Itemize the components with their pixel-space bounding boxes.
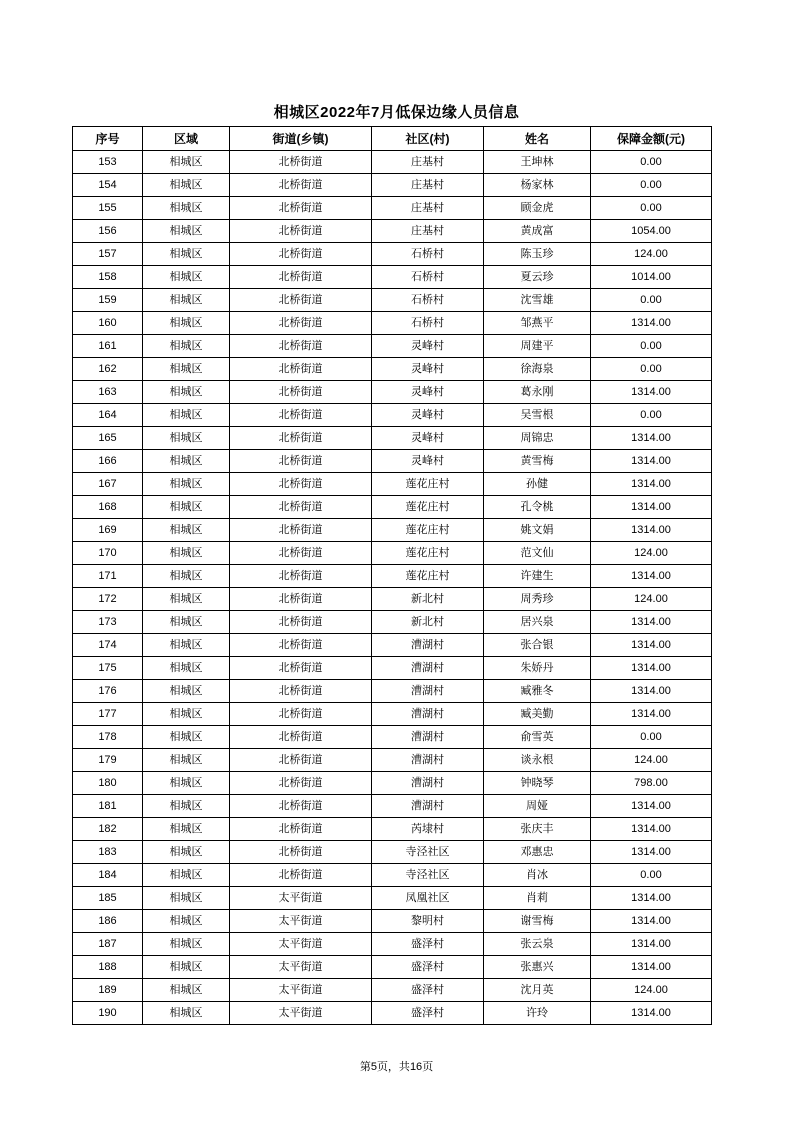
table-row bbox=[73, 289, 712, 312]
page-footer bbox=[0, 1058, 793, 1074]
table-row bbox=[73, 910, 712, 933]
cell-street: 北桥街道 bbox=[230, 841, 372, 864]
cell-name: 许玲 bbox=[484, 1002, 591, 1025]
cell-name: 周锦忠 bbox=[484, 427, 591, 450]
cell-district: 相城区 bbox=[143, 726, 230, 749]
cell-serial: 177 bbox=[73, 703, 143, 726]
cell-amount: 0.00 bbox=[591, 151, 712, 174]
table-body bbox=[73, 151, 712, 1025]
cell-name: 周娅 bbox=[484, 795, 591, 818]
cell-street: 北桥街道 bbox=[230, 496, 372, 519]
cell-district: 相城区 bbox=[143, 450, 230, 473]
cell-community: 盛泽村 bbox=[372, 956, 484, 979]
table-row bbox=[73, 266, 712, 289]
cell-name: 沈雪雄 bbox=[484, 289, 591, 312]
cell-community: 石桥村 bbox=[372, 266, 484, 289]
cell-serial: 170 bbox=[73, 542, 143, 565]
cell-community: 莲花庄村 bbox=[372, 519, 484, 542]
table-row bbox=[73, 933, 712, 956]
cell-district: 相城区 bbox=[143, 772, 230, 795]
cell-street: 北桥街道 bbox=[230, 611, 372, 634]
cell-name: 肖冰 bbox=[484, 864, 591, 887]
table-row bbox=[73, 197, 712, 220]
cell-community: 新北村 bbox=[372, 611, 484, 634]
table-row bbox=[73, 220, 712, 243]
cell-name: 谈永根 bbox=[484, 749, 591, 772]
cell-community: 寺泾社区 bbox=[372, 841, 484, 864]
table-row bbox=[73, 795, 712, 818]
cell-district: 相城区 bbox=[143, 335, 230, 358]
table-row bbox=[73, 243, 712, 266]
cell-community: 黎明村 bbox=[372, 910, 484, 933]
table-row bbox=[73, 749, 712, 772]
cell-amount: 1314.00 bbox=[591, 933, 712, 956]
cell-street: 北桥街道 bbox=[230, 266, 372, 289]
table-row bbox=[73, 703, 712, 726]
cell-street: 北桥街道 bbox=[230, 197, 372, 220]
cell-amount: 1314.00 bbox=[591, 795, 712, 818]
cell-district: 相城区 bbox=[143, 818, 230, 841]
table-row bbox=[73, 657, 712, 680]
cell-community: 寺泾社区 bbox=[372, 864, 484, 887]
cell-serial: 171 bbox=[73, 565, 143, 588]
cell-serial: 187 bbox=[73, 933, 143, 956]
cell-amount: 124.00 bbox=[591, 979, 712, 1002]
cell-district: 相城区 bbox=[143, 657, 230, 680]
cell-street: 太平街道 bbox=[230, 979, 372, 1002]
column-header-serial: 序号 bbox=[73, 127, 143, 151]
cell-community: 莲花庄村 bbox=[372, 565, 484, 588]
table-row bbox=[73, 174, 712, 197]
cell-name: 邓惠忠 bbox=[484, 841, 591, 864]
cell-district: 相城区 bbox=[143, 519, 230, 542]
cell-street: 北桥街道 bbox=[230, 473, 372, 496]
cell-community: 漕湖村 bbox=[372, 726, 484, 749]
cell-serial: 159 bbox=[73, 289, 143, 312]
cell-serial: 176 bbox=[73, 680, 143, 703]
cell-district: 相城区 bbox=[143, 427, 230, 450]
cell-street: 太平街道 bbox=[230, 956, 372, 979]
footer-middle: 页，共 bbox=[376, 1060, 410, 1073]
cell-name: 臧美勤 bbox=[484, 703, 591, 726]
cell-name: 顾金虎 bbox=[484, 197, 591, 220]
cell-district: 相城区 bbox=[143, 887, 230, 910]
cell-community: 庄基村 bbox=[372, 151, 484, 174]
cell-street: 北桥街道 bbox=[230, 220, 372, 243]
cell-serial: 186 bbox=[73, 910, 143, 933]
cell-name: 邹燕平 bbox=[484, 312, 591, 335]
cell-serial: 158 bbox=[73, 266, 143, 289]
table-header-row bbox=[73, 127, 712, 151]
cell-amount: 0.00 bbox=[591, 335, 712, 358]
cell-name: 钟晓琴 bbox=[484, 772, 591, 795]
cell-amount: 1314.00 bbox=[591, 910, 712, 933]
cell-name: 张庆丰 bbox=[484, 818, 591, 841]
cell-name: 沈月英 bbox=[484, 979, 591, 1002]
footer-page-number: 5 bbox=[370, 1061, 377, 1073]
cell-name: 孔令桃 bbox=[484, 496, 591, 519]
cell-community: 漕湖村 bbox=[372, 634, 484, 657]
cell-street: 北桥街道 bbox=[230, 680, 372, 703]
cell-district: 相城区 bbox=[143, 864, 230, 887]
cell-street: 北桥街道 bbox=[230, 519, 372, 542]
cell-district: 相城区 bbox=[143, 151, 230, 174]
table-row bbox=[73, 427, 712, 450]
cell-community: 芮埭村 bbox=[372, 818, 484, 841]
cell-street: 北桥街道 bbox=[230, 289, 372, 312]
cell-serial: 153 bbox=[73, 151, 143, 174]
cell-street: 北桥街道 bbox=[230, 565, 372, 588]
cell-street: 北桥街道 bbox=[230, 634, 372, 657]
cell-serial: 154 bbox=[73, 174, 143, 197]
table-row bbox=[73, 358, 712, 381]
cell-amount: 1314.00 bbox=[591, 1002, 712, 1025]
cell-district: 相城区 bbox=[143, 680, 230, 703]
table-row bbox=[73, 956, 712, 979]
cell-community: 莲花庄村 bbox=[372, 542, 484, 565]
cell-district: 相城区 bbox=[143, 174, 230, 197]
cell-name: 许建生 bbox=[484, 565, 591, 588]
cell-serial: 169 bbox=[73, 519, 143, 542]
data-table bbox=[72, 126, 712, 1025]
column-header-district: 区域 bbox=[143, 127, 230, 151]
cell-serial: 188 bbox=[73, 956, 143, 979]
cell-street: 北桥街道 bbox=[230, 335, 372, 358]
cell-community: 盛泽村 bbox=[372, 933, 484, 956]
cell-district: 相城区 bbox=[143, 795, 230, 818]
cell-amount: 0.00 bbox=[591, 197, 712, 220]
column-header-street: 街道(乡镇) bbox=[230, 127, 372, 151]
table-row bbox=[73, 473, 712, 496]
cell-amount: 0.00 bbox=[591, 358, 712, 381]
cell-amount: 124.00 bbox=[591, 243, 712, 266]
table-row bbox=[73, 312, 712, 335]
cell-name: 杨家林 bbox=[484, 174, 591, 197]
table-row bbox=[73, 542, 712, 565]
cell-amount: 1314.00 bbox=[591, 680, 712, 703]
cell-community: 石桥村 bbox=[372, 243, 484, 266]
cell-community: 漕湖村 bbox=[372, 749, 484, 772]
table-row bbox=[73, 841, 712, 864]
table-row bbox=[73, 634, 712, 657]
cell-community: 漕湖村 bbox=[372, 772, 484, 795]
cell-name: 朱娇丹 bbox=[484, 657, 591, 680]
footer-prefix: 第 bbox=[359, 1060, 371, 1073]
cell-amount: 1314.00 bbox=[591, 381, 712, 404]
cell-community: 漕湖村 bbox=[372, 795, 484, 818]
cell-street: 北桥街道 bbox=[230, 358, 372, 381]
cell-name: 姚文娟 bbox=[484, 519, 591, 542]
cell-community: 庄基村 bbox=[372, 174, 484, 197]
table-row bbox=[73, 680, 712, 703]
table-row bbox=[73, 496, 712, 519]
cell-amount: 1054.00 bbox=[591, 220, 712, 243]
cell-amount: 1014.00 bbox=[591, 266, 712, 289]
column-header-amount: 保障金额(元) bbox=[591, 127, 712, 151]
cell-serial: 160 bbox=[73, 312, 143, 335]
table-row bbox=[73, 772, 712, 795]
cell-street: 太平街道 bbox=[230, 933, 372, 956]
cell-street: 北桥街道 bbox=[230, 151, 372, 174]
cell-serial: 182 bbox=[73, 818, 143, 841]
table-row bbox=[73, 335, 712, 358]
cell-district: 相城区 bbox=[143, 979, 230, 1002]
cell-district: 相城区 bbox=[143, 565, 230, 588]
cell-name: 王坤林 bbox=[484, 151, 591, 174]
cell-amount: 798.00 bbox=[591, 772, 712, 795]
cell-serial: 189 bbox=[73, 979, 143, 1002]
cell-serial: 166 bbox=[73, 450, 143, 473]
cell-amount: 124.00 bbox=[591, 749, 712, 772]
cell-amount: 0.00 bbox=[591, 174, 712, 197]
cell-amount: 1314.00 bbox=[591, 657, 712, 680]
cell-serial: 155 bbox=[73, 197, 143, 220]
cell-community: 灵峰村 bbox=[372, 335, 484, 358]
cell-name: 徐海泉 bbox=[484, 358, 591, 381]
column-header-community: 社区(村) bbox=[372, 127, 484, 151]
cell-name: 周秀珍 bbox=[484, 588, 591, 611]
cell-name: 孙健 bbox=[484, 473, 591, 496]
cell-district: 相城区 bbox=[143, 542, 230, 565]
footer-page-total: 16 bbox=[409, 1061, 423, 1073]
cell-serial: 161 bbox=[73, 335, 143, 358]
cell-amount: 1314.00 bbox=[591, 703, 712, 726]
cell-community: 灵峰村 bbox=[372, 404, 484, 427]
cell-street: 北桥街道 bbox=[230, 657, 372, 680]
table-row bbox=[73, 151, 712, 174]
cell-street: 北桥街道 bbox=[230, 588, 372, 611]
cell-name: 黄雪梅 bbox=[484, 450, 591, 473]
cell-district: 相城区 bbox=[143, 473, 230, 496]
table-row bbox=[73, 818, 712, 841]
cell-community: 新北村 bbox=[372, 588, 484, 611]
cell-community: 石桥村 bbox=[372, 289, 484, 312]
cell-serial: 172 bbox=[73, 588, 143, 611]
cell-district: 相城区 bbox=[143, 703, 230, 726]
cell-community: 漕湖村 bbox=[372, 680, 484, 703]
cell-amount: 0.00 bbox=[591, 726, 712, 749]
cell-district: 相城区 bbox=[143, 312, 230, 335]
table-row bbox=[73, 565, 712, 588]
cell-amount: 124.00 bbox=[591, 588, 712, 611]
cell-serial: 185 bbox=[73, 887, 143, 910]
cell-name: 谢雪梅 bbox=[484, 910, 591, 933]
cell-community: 漕湖村 bbox=[372, 657, 484, 680]
cell-amount: 1314.00 bbox=[591, 427, 712, 450]
cell-amount: 0.00 bbox=[591, 404, 712, 427]
cell-community: 灵峰村 bbox=[372, 450, 484, 473]
cell-district: 相城区 bbox=[143, 243, 230, 266]
cell-district: 相城区 bbox=[143, 381, 230, 404]
cell-community: 石桥村 bbox=[372, 312, 484, 335]
cell-serial: 167 bbox=[73, 473, 143, 496]
cell-amount: 1314.00 bbox=[591, 956, 712, 979]
cell-amount: 0.00 bbox=[591, 864, 712, 887]
table-row bbox=[73, 611, 712, 634]
cell-district: 相城区 bbox=[143, 588, 230, 611]
table-row bbox=[73, 588, 712, 611]
cell-district: 相城区 bbox=[143, 1002, 230, 1025]
cell-serial: 179 bbox=[73, 749, 143, 772]
cell-amount: 1314.00 bbox=[591, 818, 712, 841]
cell-name: 夏云珍 bbox=[484, 266, 591, 289]
column-header-name: 姓名 bbox=[484, 127, 591, 151]
cell-amount: 1314.00 bbox=[591, 887, 712, 910]
cell-name: 臧雅冬 bbox=[484, 680, 591, 703]
cell-name: 黄成富 bbox=[484, 220, 591, 243]
cell-serial: 184 bbox=[73, 864, 143, 887]
cell-serial: 178 bbox=[73, 726, 143, 749]
cell-serial: 181 bbox=[73, 795, 143, 818]
cell-serial: 180 bbox=[73, 772, 143, 795]
table-row bbox=[73, 519, 712, 542]
cell-community: 莲花庄村 bbox=[372, 473, 484, 496]
cell-name: 张惠兴 bbox=[484, 956, 591, 979]
cell-district: 相城区 bbox=[143, 956, 230, 979]
cell-district: 相城区 bbox=[143, 266, 230, 289]
table-row bbox=[73, 1002, 712, 1025]
cell-community: 莲花庄村 bbox=[372, 496, 484, 519]
table-row bbox=[73, 404, 712, 427]
cell-name: 肖莉 bbox=[484, 887, 591, 910]
cell-name: 陈玉珍 bbox=[484, 243, 591, 266]
cell-amount: 1314.00 bbox=[591, 611, 712, 634]
cell-name: 范文仙 bbox=[484, 542, 591, 565]
cell-street: 北桥街道 bbox=[230, 864, 372, 887]
cell-street: 北桥街道 bbox=[230, 795, 372, 818]
cell-community: 盛泽村 bbox=[372, 1002, 484, 1025]
cell-street: 太平街道 bbox=[230, 1002, 372, 1025]
cell-serial: 163 bbox=[73, 381, 143, 404]
cell-name: 吴雪根 bbox=[484, 404, 591, 427]
cell-district: 相城区 bbox=[143, 197, 230, 220]
cell-name: 张合银 bbox=[484, 634, 591, 657]
cell-community: 盛泽村 bbox=[372, 979, 484, 1002]
cell-street: 太平街道 bbox=[230, 887, 372, 910]
document-title: 相城区2022年7月低保边缘人员信息 bbox=[273, 104, 520, 121]
table-row bbox=[73, 887, 712, 910]
cell-street: 北桥街道 bbox=[230, 312, 372, 335]
cell-community: 庄基村 bbox=[372, 197, 484, 220]
cell-amount: 1314.00 bbox=[591, 519, 712, 542]
cell-serial: 173 bbox=[73, 611, 143, 634]
cell-street: 北桥街道 bbox=[230, 542, 372, 565]
cell-amount: 1314.00 bbox=[591, 841, 712, 864]
cell-amount: 124.00 bbox=[591, 542, 712, 565]
cell-street: 北桥街道 bbox=[230, 404, 372, 427]
cell-district: 相城区 bbox=[143, 611, 230, 634]
cell-street: 北桥街道 bbox=[230, 174, 372, 197]
cell-district: 相城区 bbox=[143, 496, 230, 519]
cell-street: 北桥街道 bbox=[230, 818, 372, 841]
cell-community: 灵峰村 bbox=[372, 358, 484, 381]
cell-amount: 1314.00 bbox=[591, 450, 712, 473]
cell-amount: 1314.00 bbox=[591, 565, 712, 588]
cell-district: 相城区 bbox=[143, 749, 230, 772]
cell-community: 灵峰村 bbox=[372, 381, 484, 404]
cell-district: 相城区 bbox=[143, 910, 230, 933]
cell-district: 相城区 bbox=[143, 220, 230, 243]
cell-amount: 1314.00 bbox=[591, 312, 712, 335]
cell-serial: 175 bbox=[73, 657, 143, 680]
cell-street: 北桥街道 bbox=[230, 749, 372, 772]
cell-serial: 190 bbox=[73, 1002, 143, 1025]
cell-street: 北桥街道 bbox=[230, 772, 372, 795]
cell-community: 灵峰村 bbox=[372, 427, 484, 450]
cell-district: 相城区 bbox=[143, 933, 230, 956]
table-row bbox=[73, 979, 712, 1002]
cell-street: 北桥街道 bbox=[230, 427, 372, 450]
cell-name: 葛永刚 bbox=[484, 381, 591, 404]
cell-serial: 183 bbox=[73, 841, 143, 864]
cell-amount: 1314.00 bbox=[591, 496, 712, 519]
table-row bbox=[73, 381, 712, 404]
table-row bbox=[73, 864, 712, 887]
cell-amount: 1314.00 bbox=[591, 634, 712, 657]
cell-serial: 168 bbox=[73, 496, 143, 519]
cell-serial: 165 bbox=[73, 427, 143, 450]
cell-name: 居兴泉 bbox=[484, 611, 591, 634]
cell-district: 相城区 bbox=[143, 404, 230, 427]
cell-street: 北桥街道 bbox=[230, 450, 372, 473]
table-row bbox=[73, 726, 712, 749]
cell-street: 太平街道 bbox=[230, 910, 372, 933]
cell-amount: 1314.00 bbox=[591, 473, 712, 496]
table-row bbox=[73, 450, 712, 473]
cell-community: 凤凰社区 bbox=[372, 887, 484, 910]
cell-community: 漕湖村 bbox=[372, 703, 484, 726]
footer-suffix: 页 bbox=[422, 1060, 434, 1073]
cell-district: 相城区 bbox=[143, 358, 230, 381]
cell-name: 周建平 bbox=[484, 335, 591, 358]
cell-street: 北桥街道 bbox=[230, 243, 372, 266]
cell-serial: 156 bbox=[73, 220, 143, 243]
cell-serial: 162 bbox=[73, 358, 143, 381]
cell-street: 北桥街道 bbox=[230, 381, 372, 404]
cell-name: 张云泉 bbox=[484, 933, 591, 956]
cell-name: 俞雪英 bbox=[484, 726, 591, 749]
cell-amount: 0.00 bbox=[591, 289, 712, 312]
cell-district: 相城区 bbox=[143, 841, 230, 864]
cell-street: 北桥街道 bbox=[230, 703, 372, 726]
cell-serial: 174 bbox=[73, 634, 143, 657]
cell-serial: 164 bbox=[73, 404, 143, 427]
cell-community: 庄基村 bbox=[372, 220, 484, 243]
cell-serial: 157 bbox=[73, 243, 143, 266]
cell-district: 相城区 bbox=[143, 289, 230, 312]
cell-street: 北桥街道 bbox=[230, 726, 372, 749]
cell-district: 相城区 bbox=[143, 634, 230, 657]
